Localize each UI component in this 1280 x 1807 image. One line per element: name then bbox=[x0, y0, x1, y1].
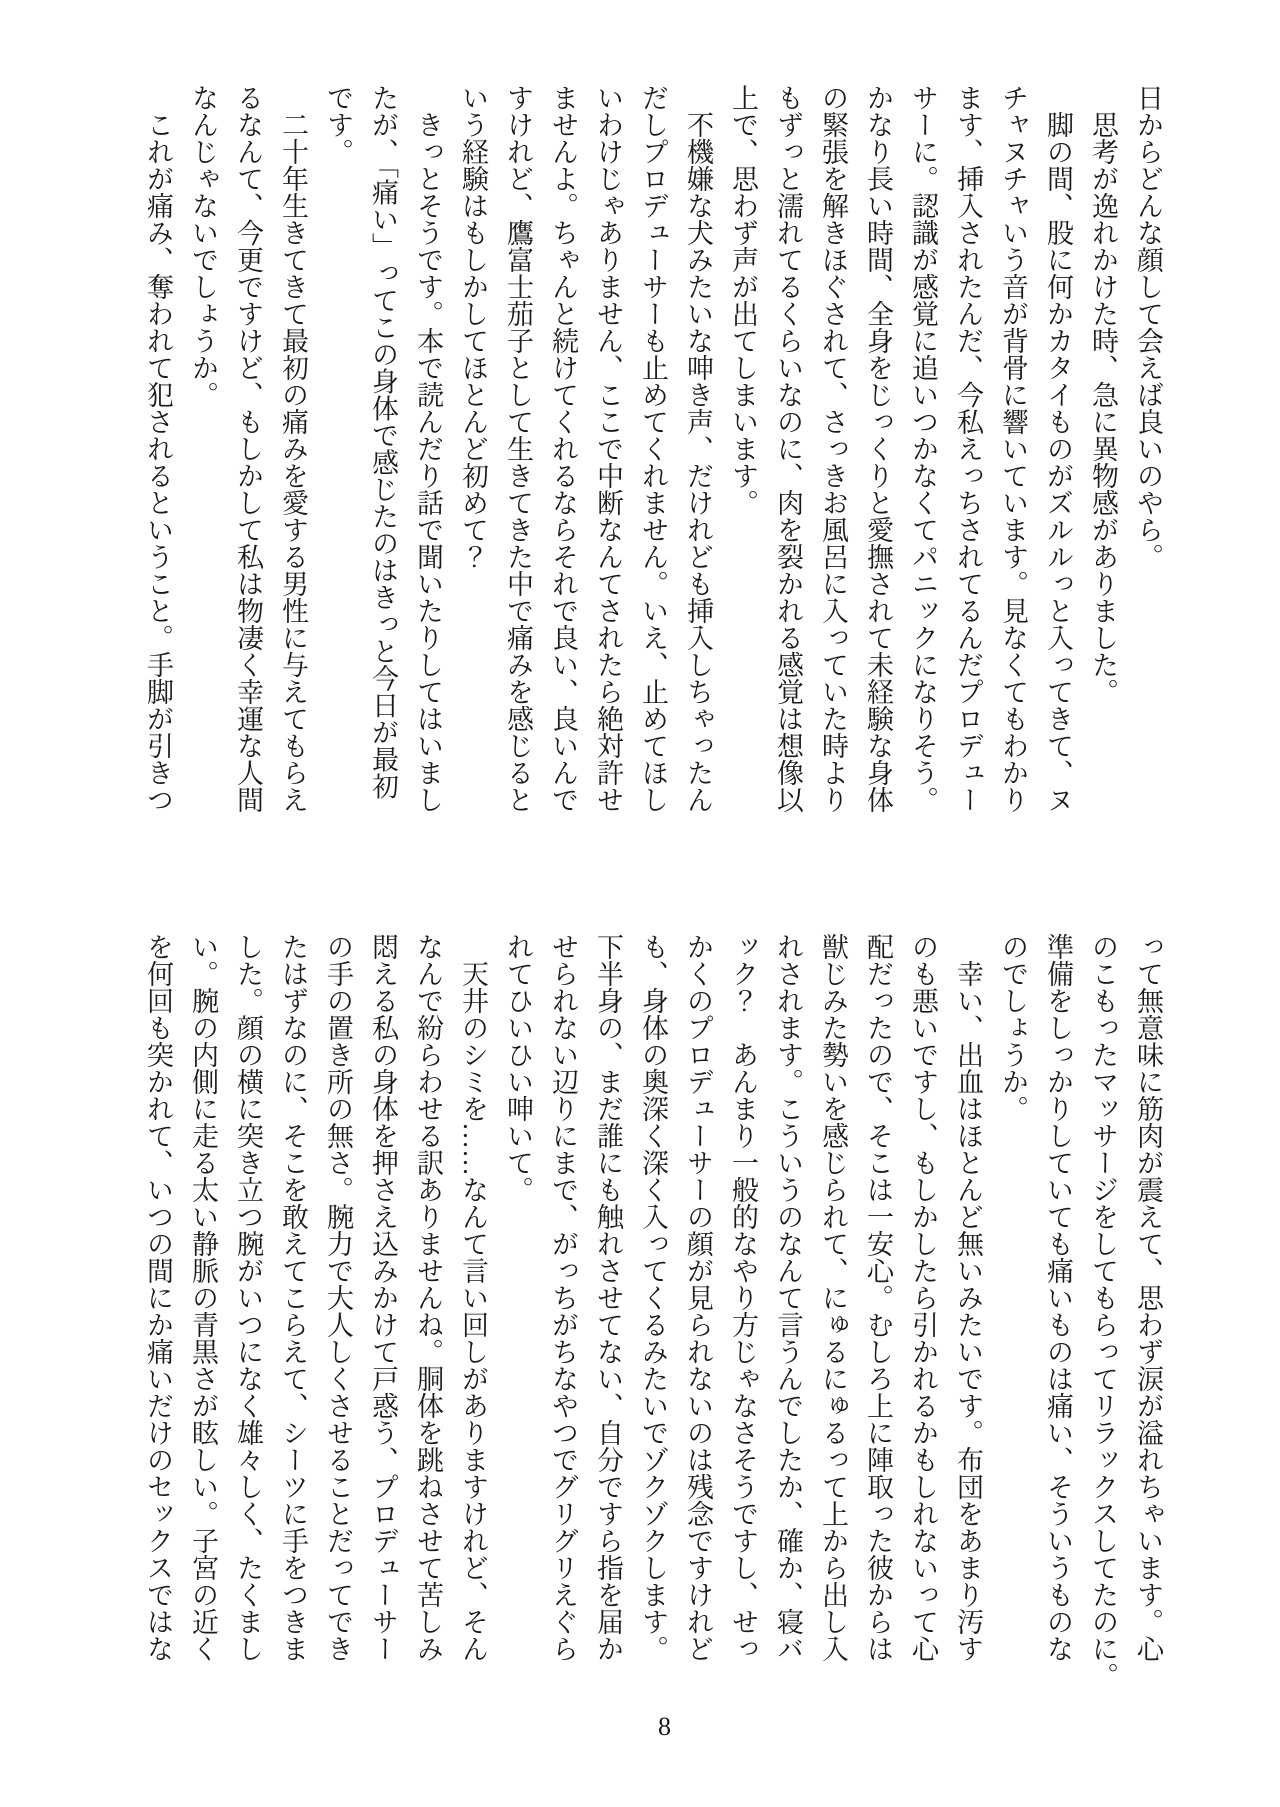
text-column: 天井のシミを……なんて言い回しがありますけれど、そん bbox=[458, 933, 488, 1662]
text-column: 獣じみた勢いを感じられて、にゅるにゅるって上から出し入 bbox=[818, 933, 848, 1662]
text-column: 下半身の、まだ誰にも触れさせてない、自分ですら指を届か bbox=[593, 933, 623, 1662]
text-column: い。腕の内側に走る太い静脈の青黒さが眩しい。子宮の近く bbox=[188, 933, 218, 1662]
text-column: 悶える私の身体を押さえ込みかけて戸惑う、プロデューサー bbox=[368, 933, 398, 1662]
text-column: 準備をしっかりしていても痛いものは痛い、そういうものな bbox=[1043, 933, 1073, 1662]
text-column: なんじゃないでしょうか。 bbox=[188, 84, 218, 408]
text-column: 日からどんな顔して会えば良いのやら。 bbox=[1133, 84, 1163, 570]
text-column: 不機嫌な犬みたいな呻き声、だけれども挿入しちゃったん bbox=[683, 84, 713, 813]
text-column: 幸い、出血はほとんど無いみたいです。布団をあまり汚す bbox=[953, 933, 983, 1662]
text-column: 脚の間、股に何かカタイものがズルルっと入ってきて、ヌ bbox=[1043, 84, 1073, 813]
text-column: サーに。認識が感覚に追いつかなくてパニックになりそう。 bbox=[908, 84, 938, 813]
text-column: もずっと濡れてるくらいなのに、肉を裂かれる感覚は想像以 bbox=[773, 84, 803, 813]
text-column: せられない辺りにまで、がっちがちなやつでグリグリえぐら bbox=[548, 933, 578, 1662]
text-column: のこもったマッサージをしてもらってリラックスしてたのに。 bbox=[1088, 933, 1118, 1689]
text-column: 思考が逸れかけた時、急に異物感がありました。 bbox=[1088, 84, 1118, 705]
text-column: たが、「痛い」ってこの身体で感じたのはきっと今日が最初 bbox=[368, 84, 398, 800]
text-column: なんで紛らわせる訳ありませんね。胴体を跳ねさせて苦しみ bbox=[413, 933, 443, 1662]
text-column: これが痛み、奪われて犯されるということ。手脚が引きつ bbox=[143, 84, 173, 813]
text-column: れてひいひい呻いて。 bbox=[503, 933, 533, 1203]
page-number: 8 bbox=[658, 1712, 671, 1741]
text-column: いう経験はもしかしてほとんど初めて？ bbox=[458, 84, 488, 570]
bottom-text-block bbox=[135, 933, 1170, 1689]
text-column: 二十年生きてきて最初の痛みを愛する男性に与えてもらえ bbox=[278, 84, 308, 813]
text-column: たはずなのに、そこを敢えてこらえて、シーツに手をつきま bbox=[278, 933, 308, 1662]
text-column: ませんよ。ちゃんと続けてくれるならそれで良い、良いんで bbox=[548, 84, 578, 813]
text-column: ック？ あんまり一般的なやり方じゃなさそうですし、せっ bbox=[728, 933, 758, 1662]
text-column: です。 bbox=[323, 84, 353, 165]
text-column: かなり長い時間、全身をじっくりと愛撫されて未経験な身体 bbox=[863, 84, 893, 813]
text-column: れされます。こういうのなんて言うんでしたか、確か、寝バ bbox=[773, 933, 803, 1662]
text-column: かくのプロデューサーの顔が見られないのは残念ですけれど bbox=[683, 933, 713, 1662]
text-column: チャヌチャいう音が背骨に響いています。見なくてもわかり bbox=[998, 84, 1028, 813]
text-column: の手の置き所の無さ。腕力で大人しくさせることだってでき bbox=[323, 933, 353, 1662]
text-column: すけれど、鷹富士茄子として生きてきた中で痛みを感じると bbox=[503, 84, 533, 813]
text-column: だしプロデューサーも止めてくれません。いえ、止めてほし bbox=[638, 84, 668, 813]
text-column: きっとそうです。本で読んだり話で聞いたりしてはいまし bbox=[413, 84, 443, 813]
text-column: のも悪いですし、もしかしたら引かれるかもしれないって心 bbox=[908, 933, 938, 1662]
text-column: るなんて、今更ですけど、もしかして私は物凄く幸運な人間 bbox=[233, 84, 263, 813]
text-column: 上で、思わず声が出てしまいます。 bbox=[728, 84, 758, 516]
text-column: いわけじゃありません、ここで中断なんてされたら絶対許せ bbox=[593, 84, 623, 813]
text-column: の緊張を解きほぐされて、さっきお風呂に入っていた時より bbox=[818, 84, 848, 813]
top-text-block bbox=[135, 84, 1170, 826]
text-column: のでしょうか。 bbox=[998, 933, 1028, 1122]
text-column: ます、挿入されたんだ、今私えっちされてるんだプロデュー bbox=[953, 84, 983, 813]
text-column: 配だったので、そこは一安心。むしろ上に陣取った彼からは bbox=[863, 933, 893, 1662]
text-column: した。顔の横に突き立つ腕がいつになく雄々しく、たくまし bbox=[233, 933, 263, 1662]
text-column: を何回も突かれて、いつの間にか痛いだけのセックスではな bbox=[143, 933, 173, 1662]
text-column: って無意味に筋肉が震えて、思わず涙が溢れちゃいます。心 bbox=[1133, 933, 1163, 1662]
text-column: も、身体の奥深く深く入ってくるみたいでゾクゾクします。 bbox=[638, 933, 668, 1662]
